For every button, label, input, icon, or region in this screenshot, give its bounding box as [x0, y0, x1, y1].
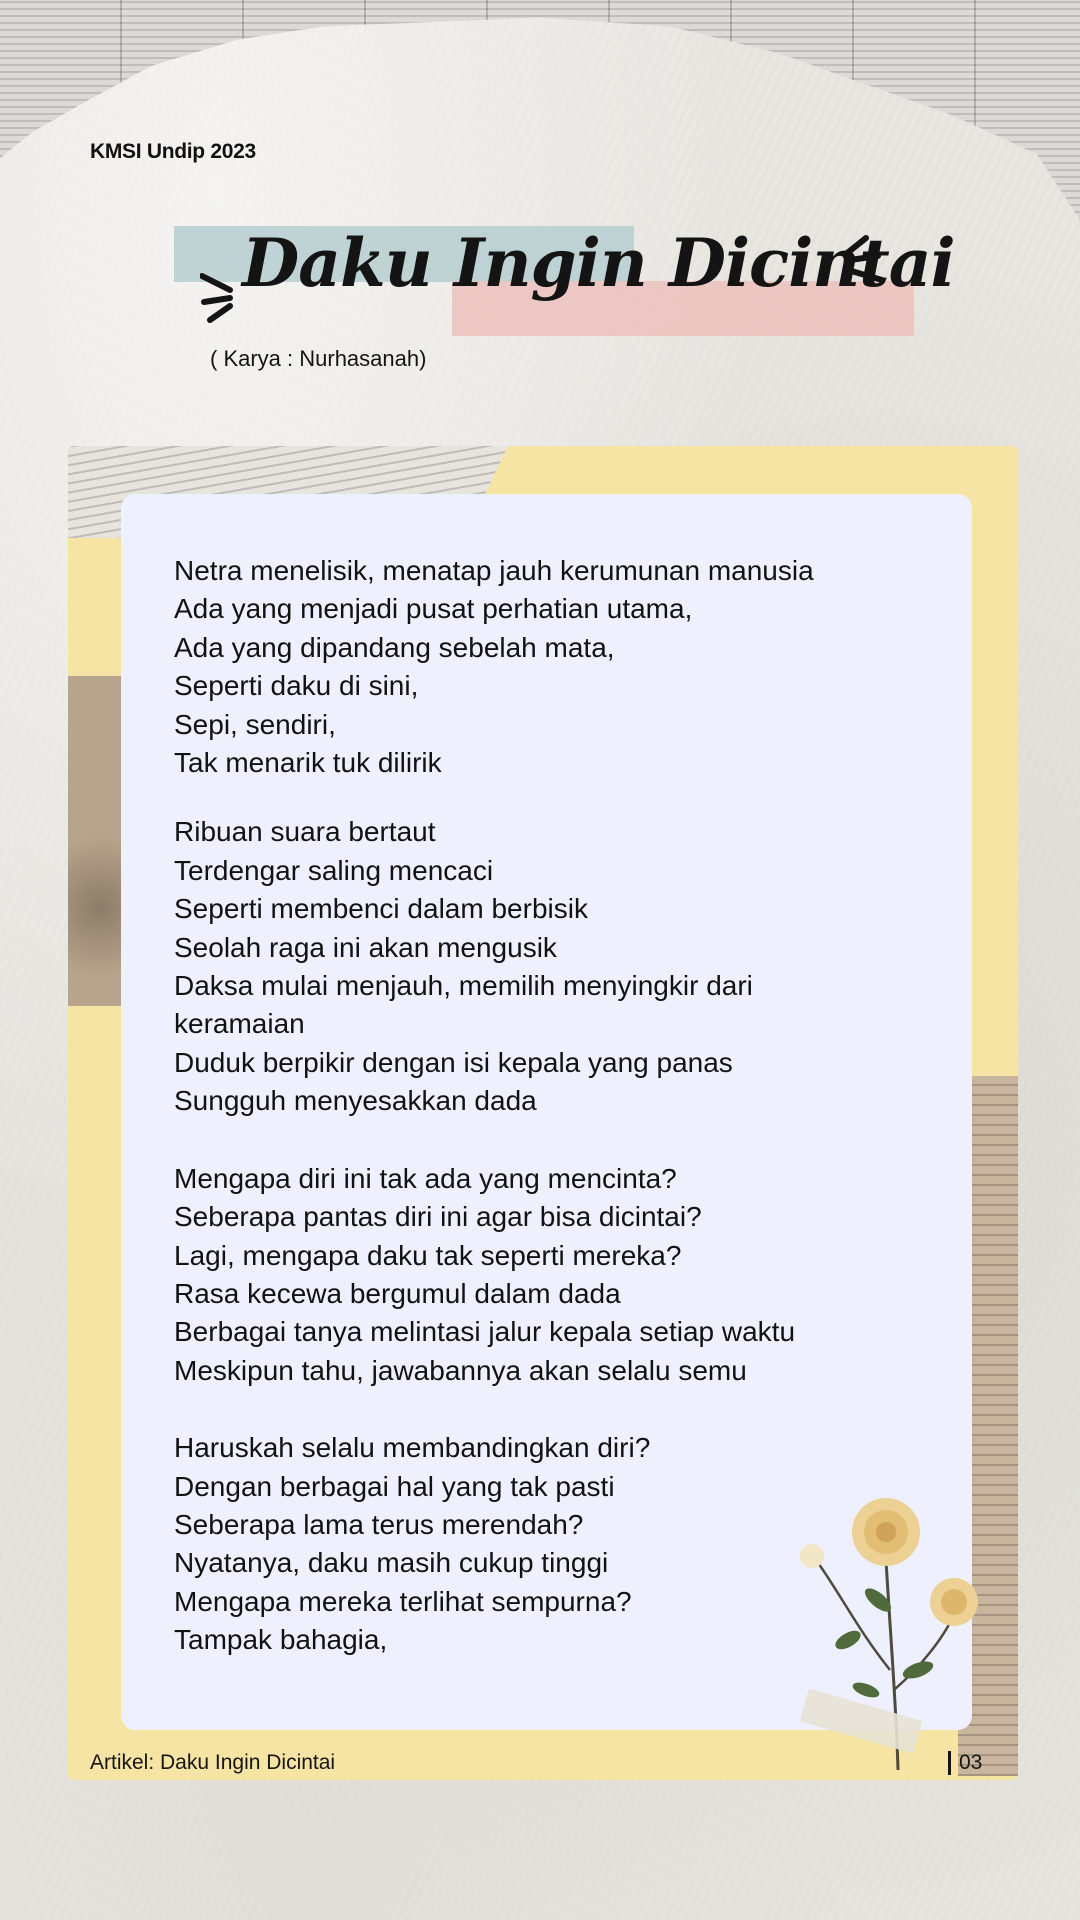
poem-line: Haruskah selalu membandingkan diri? [174, 1432, 651, 1464]
poem-line: Seberapa lama terus merendah? [174, 1508, 584, 1540]
poem-line: Tak menarik tuk dilirik [174, 747, 442, 779]
poem-line: Duduk berpikir dengan isi kepala yang panas [174, 1046, 733, 1078]
poem-line: Seperti membenci dalam berbisik [174, 893, 588, 925]
poem-line: Seperti daku di sini, [174, 670, 419, 702]
header-org-label: KMSI Undip 2023 [90, 140, 256, 163]
poem-line: Ada yang menjadi pusat perhatian utama, [174, 593, 693, 625]
poem-line: Ada yang dipandang sebelah mata, [174, 631, 615, 663]
poem-line: Nyatanya, daku masih cukup tinggi [174, 1547, 609, 1579]
poem-line: Daksa mulai menjauh, memilih menyingkir dari [174, 970, 753, 1002]
page-number-divider [948, 1751, 951, 1775]
poem-line: Sungguh menyesakkan dada [174, 1085, 537, 1117]
poem-line: Rasa kecewa bergumul dalam dada [174, 1277, 621, 1309]
flower-decoration-icon [778, 1440, 1010, 1780]
page-title: Daku Ingin Dicintai [242, 224, 955, 302]
poem-line: Meskipun tahu, jawabannya akan selalu semu [174, 1354, 747, 1386]
poem-line: keramaian [174, 1008, 305, 1040]
poem-line: Seolah raga ini akan mengusik [174, 931, 557, 963]
page-number [948, 1751, 982, 1775]
page-number-text: 03 [959, 1751, 983, 1774]
poem-line: Berbagai tanya melintasi jalur kepala setiap waktu [174, 1316, 796, 1348]
poem-line: Lagi, mengapa daku tak seperti mereka? [174, 1239, 682, 1271]
poem-line: Dengan berbagai hal yang tak pasti [174, 1470, 615, 1502]
poem-line: Mengapa diri ini tak ada yang mencinta? [174, 1162, 677, 1194]
poem-line: Terdengar saling mencaci [174, 854, 494, 886]
poem-line: Sepi, sendiri, [174, 708, 336, 740]
poem-line: Mengapa mereka terlihat sempurna? [174, 1585, 632, 1617]
poem-stanza-2 [174, 813, 934, 1120]
poem-line: Seberapa pantas diri ini agar bisa dicintai? [174, 1201, 702, 1233]
poem-line: Ribuan suara bertaut [174, 816, 436, 848]
poem-stanza-1 [174, 552, 934, 782]
poem-stanza-3 [174, 1160, 934, 1390]
title-block [170, 220, 955, 340]
footer-article-label: Artikel: Daku Ingin Dicintai [90, 1751, 336, 1774]
author-credit: ( Karya : Nurhasanah) [210, 346, 427, 371]
poem-line: Netra menelisik, menatap jauh kerumunan manusia [174, 555, 814, 586]
poem-line: Tampak bahagia, [174, 1624, 388, 1656]
